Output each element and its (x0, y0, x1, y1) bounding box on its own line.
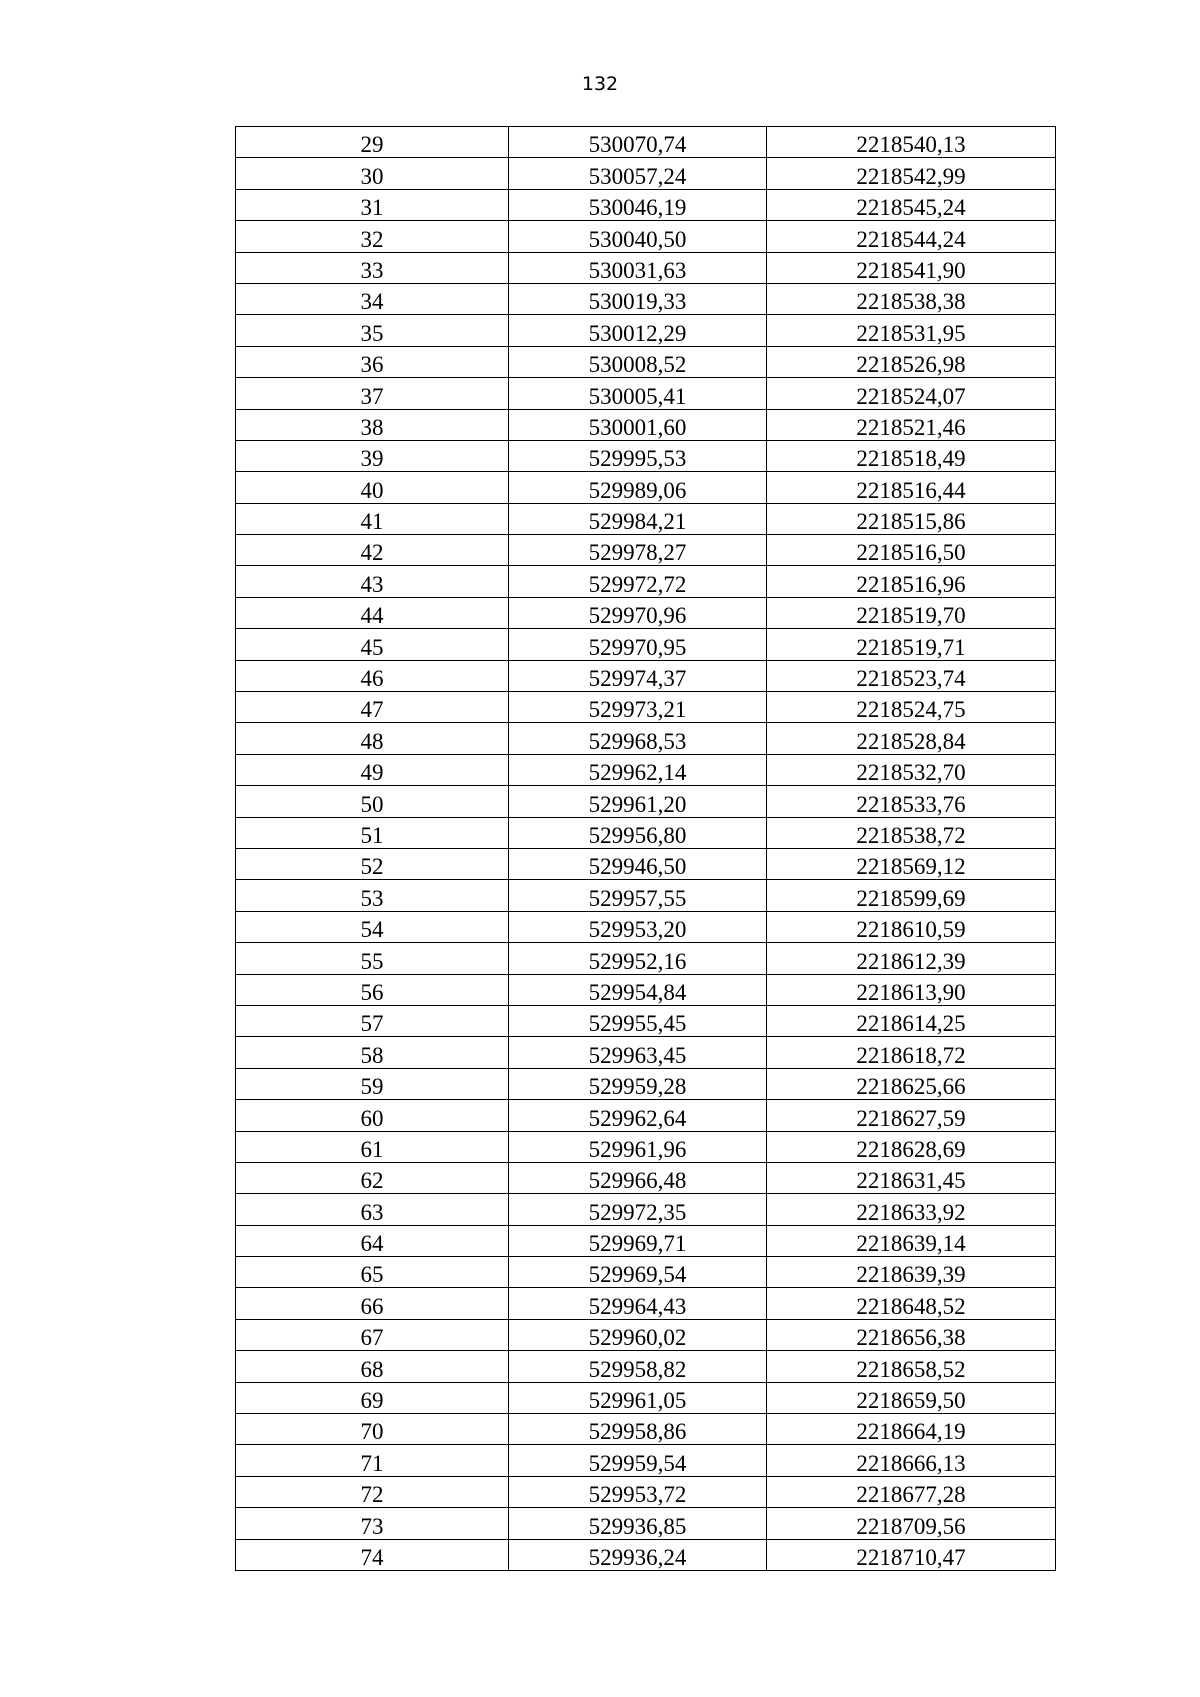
y-coordinate-cell: 2218545,24 (767, 189, 1056, 220)
x-coordinate-cell: 529966,48 (509, 1162, 767, 1193)
point-number-cell: 67 (236, 1319, 509, 1350)
table-row (236, 1508, 1056, 1539)
x-coordinate-cell: 529953,20 (509, 911, 767, 942)
y-coordinate-cell: 2218538,38 (767, 283, 1056, 314)
table-row (236, 1068, 1056, 1099)
y-coordinate-cell: 2218533,76 (767, 786, 1056, 817)
y-coordinate-cell: 2218659,50 (767, 1382, 1056, 1413)
point-number-cell: 70 (236, 1414, 509, 1445)
y-coordinate-cell: 2218524,07 (767, 378, 1056, 409)
table-row (236, 566, 1056, 597)
point-number-cell: 71 (236, 1445, 509, 1476)
x-coordinate-cell: 530001,60 (509, 409, 767, 440)
point-number-cell: 74 (236, 1539, 509, 1570)
y-coordinate-cell: 2218613,90 (767, 974, 1056, 1005)
table-row (236, 1382, 1056, 1413)
table-row (236, 817, 1056, 848)
y-coordinate-cell: 2218612,39 (767, 943, 1056, 974)
table-row (236, 221, 1056, 252)
x-coordinate-cell: 529962,14 (509, 754, 767, 785)
point-number-cell: 58 (236, 1037, 509, 1068)
point-number-cell: 52 (236, 848, 509, 879)
point-number-cell: 54 (236, 911, 509, 942)
y-coordinate-cell: 2218516,44 (767, 472, 1056, 503)
point-number-cell: 56 (236, 974, 509, 1005)
y-coordinate-cell: 2218516,96 (767, 566, 1056, 597)
point-number-cell: 48 (236, 723, 509, 754)
x-coordinate-cell: 530008,52 (509, 346, 767, 377)
table-row (236, 283, 1056, 314)
y-coordinate-cell: 2218656,38 (767, 1319, 1056, 1350)
x-coordinate-cell: 529970,95 (509, 629, 767, 660)
y-coordinate-cell: 2218658,52 (767, 1351, 1056, 1382)
y-coordinate-cell: 2218532,70 (767, 754, 1056, 785)
y-coordinate-cell: 2218639,14 (767, 1225, 1056, 1256)
table-row (236, 1257, 1056, 1288)
point-number-cell: 45 (236, 629, 509, 660)
x-coordinate-cell: 529984,21 (509, 503, 767, 534)
point-number-cell: 30 (236, 158, 509, 189)
point-number-cell: 72 (236, 1476, 509, 1507)
y-coordinate-cell: 2218515,86 (767, 503, 1056, 534)
table-row (236, 1194, 1056, 1225)
x-coordinate-cell: 529960,02 (509, 1319, 767, 1350)
y-coordinate-cell: 2218614,25 (767, 1005, 1056, 1036)
y-coordinate-cell: 2218544,24 (767, 221, 1056, 252)
x-coordinate-cell: 529972,72 (509, 566, 767, 597)
point-number-cell: 63 (236, 1194, 509, 1225)
x-coordinate-cell: 529953,72 (509, 1476, 767, 1507)
x-coordinate-cell: 529954,84 (509, 974, 767, 1005)
x-coordinate-cell: 529957,55 (509, 880, 767, 911)
y-coordinate-cell: 2218523,74 (767, 660, 1056, 691)
point-number-cell: 65 (236, 1257, 509, 1288)
y-coordinate-cell: 2218516,50 (767, 535, 1056, 566)
y-coordinate-cell: 2218631,45 (767, 1162, 1056, 1193)
point-number-cell: 33 (236, 252, 509, 283)
x-coordinate-cell: 529961,20 (509, 786, 767, 817)
x-coordinate-cell: 529959,54 (509, 1445, 767, 1476)
x-coordinate-cell: 529989,06 (509, 472, 767, 503)
point-number-cell: 31 (236, 189, 509, 220)
point-number-cell: 57 (236, 1005, 509, 1036)
x-coordinate-cell: 529962,64 (509, 1100, 767, 1131)
table-row (236, 1288, 1056, 1319)
table-row (236, 535, 1056, 566)
x-coordinate-cell: 529958,86 (509, 1414, 767, 1445)
table-row (236, 158, 1056, 189)
y-coordinate-cell: 2218677,28 (767, 1476, 1056, 1507)
point-number-cell: 43 (236, 566, 509, 597)
table-row (236, 1476, 1056, 1507)
point-number-cell: 64 (236, 1225, 509, 1256)
y-coordinate-cell: 2218709,56 (767, 1508, 1056, 1539)
point-number-cell: 37 (236, 378, 509, 409)
point-number-cell: 46 (236, 660, 509, 691)
y-coordinate-cell: 2218710,47 (767, 1539, 1056, 1570)
x-coordinate-cell: 529973,21 (509, 692, 767, 723)
point-number-cell: 50 (236, 786, 509, 817)
point-number-cell: 61 (236, 1131, 509, 1162)
point-number-cell: 47 (236, 692, 509, 723)
point-number-cell: 49 (236, 754, 509, 785)
table-row (236, 880, 1056, 911)
y-coordinate-cell: 2218538,72 (767, 817, 1056, 848)
point-number-cell: 60 (236, 1100, 509, 1131)
x-coordinate-cell: 529961,96 (509, 1131, 767, 1162)
table-row (236, 1539, 1056, 1570)
x-coordinate-cell: 530057,24 (509, 158, 767, 189)
point-number-cell: 29 (236, 127, 509, 158)
x-coordinate-cell: 529978,27 (509, 535, 767, 566)
y-coordinate-cell: 2218625,66 (767, 1068, 1056, 1099)
y-coordinate-cell: 2218541,90 (767, 252, 1056, 283)
point-number-cell: 39 (236, 440, 509, 471)
x-coordinate-cell: 529952,16 (509, 943, 767, 974)
y-coordinate-cell: 2218618,72 (767, 1037, 1056, 1068)
x-coordinate-cell: 529969,54 (509, 1257, 767, 1288)
x-coordinate-cell: 529968,53 (509, 723, 767, 754)
x-coordinate-cell: 530046,19 (509, 189, 767, 220)
x-coordinate-cell: 529936,85 (509, 1508, 767, 1539)
table-row (236, 1037, 1056, 1068)
table-row (236, 346, 1056, 377)
y-coordinate-cell: 2218628,69 (767, 1131, 1056, 1162)
coordinates-table-body (236, 127, 1056, 1571)
point-number-cell: 42 (236, 535, 509, 566)
page-number: 132 (581, 73, 619, 95)
table-row (236, 252, 1056, 283)
point-number-cell: 68 (236, 1351, 509, 1382)
table-row (236, 440, 1056, 471)
point-number-cell: 34 (236, 283, 509, 314)
y-coordinate-cell: 2218519,70 (767, 597, 1056, 628)
table-row (236, 597, 1056, 628)
y-coordinate-cell: 2218531,95 (767, 315, 1056, 346)
point-number-cell: 62 (236, 1162, 509, 1193)
table-row (236, 1414, 1056, 1445)
table-row (236, 911, 1056, 942)
point-number-cell: 38 (236, 409, 509, 440)
y-coordinate-cell: 2218648,52 (767, 1288, 1056, 1319)
x-coordinate-cell: 529936,24 (509, 1539, 767, 1570)
x-coordinate-cell: 529995,53 (509, 440, 767, 471)
x-coordinate-cell: 529959,28 (509, 1068, 767, 1099)
x-coordinate-cell: 530040,50 (509, 221, 767, 252)
point-number-cell: 59 (236, 1068, 509, 1099)
x-coordinate-cell: 529958,82 (509, 1351, 767, 1382)
table-row (236, 1100, 1056, 1131)
x-coordinate-cell: 529955,45 (509, 1005, 767, 1036)
y-coordinate-cell: 2218526,98 (767, 346, 1056, 377)
x-coordinate-cell: 530005,41 (509, 378, 767, 409)
table-row (236, 189, 1056, 220)
table-row (236, 378, 1056, 409)
point-number-cell: 51 (236, 817, 509, 848)
y-coordinate-cell: 2218610,59 (767, 911, 1056, 942)
y-coordinate-cell: 2218627,59 (767, 1100, 1056, 1131)
y-coordinate-cell: 2218569,12 (767, 848, 1056, 879)
y-coordinate-cell: 2218521,46 (767, 409, 1056, 440)
point-number-cell: 41 (236, 503, 509, 534)
y-coordinate-cell: 2218518,49 (767, 440, 1056, 471)
point-number-cell: 73 (236, 1508, 509, 1539)
y-coordinate-cell: 2218519,71 (767, 629, 1056, 660)
table-row (236, 127, 1056, 158)
point-number-cell: 36 (236, 346, 509, 377)
table-row (236, 1162, 1056, 1193)
point-number-cell: 35 (236, 315, 509, 346)
table-row (236, 786, 1056, 817)
table-row (236, 315, 1056, 346)
table-row (236, 660, 1056, 691)
x-coordinate-cell: 529969,71 (509, 1225, 767, 1256)
table-row (236, 692, 1056, 723)
x-coordinate-cell: 530031,63 (509, 252, 767, 283)
y-coordinate-cell: 2218664,19 (767, 1414, 1056, 1445)
table-row (236, 1319, 1056, 1350)
x-coordinate-cell: 529964,43 (509, 1288, 767, 1319)
point-number-cell: 69 (236, 1382, 509, 1413)
table-row (236, 974, 1056, 1005)
table-row (236, 943, 1056, 974)
table-row (236, 754, 1056, 785)
y-coordinate-cell: 2218524,75 (767, 692, 1056, 723)
x-coordinate-cell: 530012,29 (509, 315, 767, 346)
x-coordinate-cell: 529974,37 (509, 660, 767, 691)
x-coordinate-cell: 529963,45 (509, 1037, 767, 1068)
point-number-cell: 55 (236, 943, 509, 974)
y-coordinate-cell: 2218528,84 (767, 723, 1056, 754)
table-row (236, 503, 1056, 534)
point-number-cell: 40 (236, 472, 509, 503)
table-row (236, 1351, 1056, 1382)
table-row (236, 629, 1056, 660)
point-number-cell: 32 (236, 221, 509, 252)
y-coordinate-cell: 2218540,13 (767, 127, 1056, 158)
table-row (236, 409, 1056, 440)
x-coordinate-cell: 529970,96 (509, 597, 767, 628)
y-coordinate-cell: 2218633,92 (767, 1194, 1056, 1225)
x-coordinate-cell: 530070,74 (509, 127, 767, 158)
x-coordinate-cell: 529972,35 (509, 1194, 767, 1225)
y-coordinate-cell: 2218639,39 (767, 1257, 1056, 1288)
coordinates-table (235, 126, 1056, 1571)
table-row (236, 1445, 1056, 1476)
table-row (236, 1005, 1056, 1036)
table-row (236, 723, 1056, 754)
x-coordinate-cell: 529961,05 (509, 1382, 767, 1413)
y-coordinate-cell: 2218666,13 (767, 1445, 1056, 1476)
y-coordinate-cell: 2218542,99 (767, 158, 1056, 189)
y-coordinate-cell: 2218599,69 (767, 880, 1056, 911)
table-row (236, 848, 1056, 879)
x-coordinate-cell: 529956,80 (509, 817, 767, 848)
point-number-cell: 44 (236, 597, 509, 628)
table-row (236, 1225, 1056, 1256)
x-coordinate-cell: 530019,33 (509, 283, 767, 314)
table-row (236, 472, 1056, 503)
point-number-cell: 66 (236, 1288, 509, 1319)
point-number-cell: 53 (236, 880, 509, 911)
x-coordinate-cell: 529946,50 (509, 848, 767, 879)
table-row (236, 1131, 1056, 1162)
